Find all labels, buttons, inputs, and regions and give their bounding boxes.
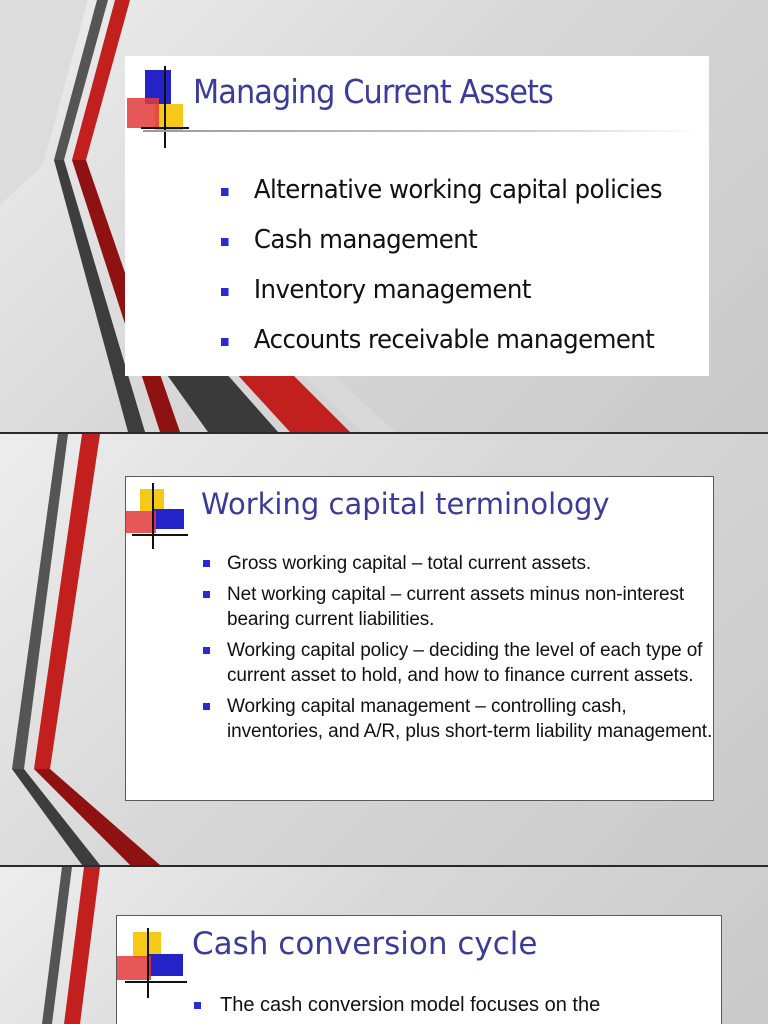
bullet-list: [203, 551, 717, 750]
list-item: Net working capital – current assets minus non-interest bearing current liabilities.: [203, 582, 717, 632]
list-item: Inventory management: [221, 275, 663, 325]
bullet-square-icon: [221, 338, 229, 346]
slide-title: Working capital terminology: [201, 487, 610, 521]
slide-2: [0, 434, 768, 865]
list-item: Alternative working capital policies: [221, 175, 663, 225]
list-item: Working capital management – controlling cash, inventories, and A/R, plus short-term liability management.: [203, 694, 717, 744]
bullet-square-icon: [221, 288, 229, 296]
slide-logo-squares-icon: [126, 483, 188, 553]
slide-3-content: [116, 915, 722, 1024]
title-divider: [143, 130, 703, 132]
bullet-square-icon: [221, 238, 229, 246]
slide-3: [0, 867, 768, 1024]
slide-2-content: [125, 476, 714, 801]
slide-title: Managing Current Assets: [193, 72, 553, 111]
bullet-list: [221, 175, 691, 375]
slide-1-content: [125, 56, 709, 376]
bullet-list: [194, 992, 740, 1018]
list-item: Cash management: [221, 225, 663, 275]
list-item: Accounts receivable management: [221, 325, 663, 375]
slide-logo-squares-icon: [127, 66, 189, 162]
list-item: Gross working capital – total current assets.: [203, 551, 717, 576]
list-item: Working capital policy – deciding the level of each type of current asset to hold, and how to finance current assets.: [203, 638, 717, 688]
bullet-square-icon: [194, 1002, 201, 1009]
bullet-square-icon: [203, 703, 210, 710]
slide-title: Cash conversion cycle: [192, 926, 538, 962]
bullet-square-icon: [203, 647, 210, 654]
slide-1: [0, 0, 768, 432]
bullet-square-icon: [203, 560, 210, 567]
list-item: The cash conversion model focuses on the: [194, 992, 740, 1018]
bullet-square-icon: [203, 591, 210, 598]
slide-logo-squares-icon: [117, 928, 187, 1000]
bullet-square-icon: [221, 188, 229, 196]
